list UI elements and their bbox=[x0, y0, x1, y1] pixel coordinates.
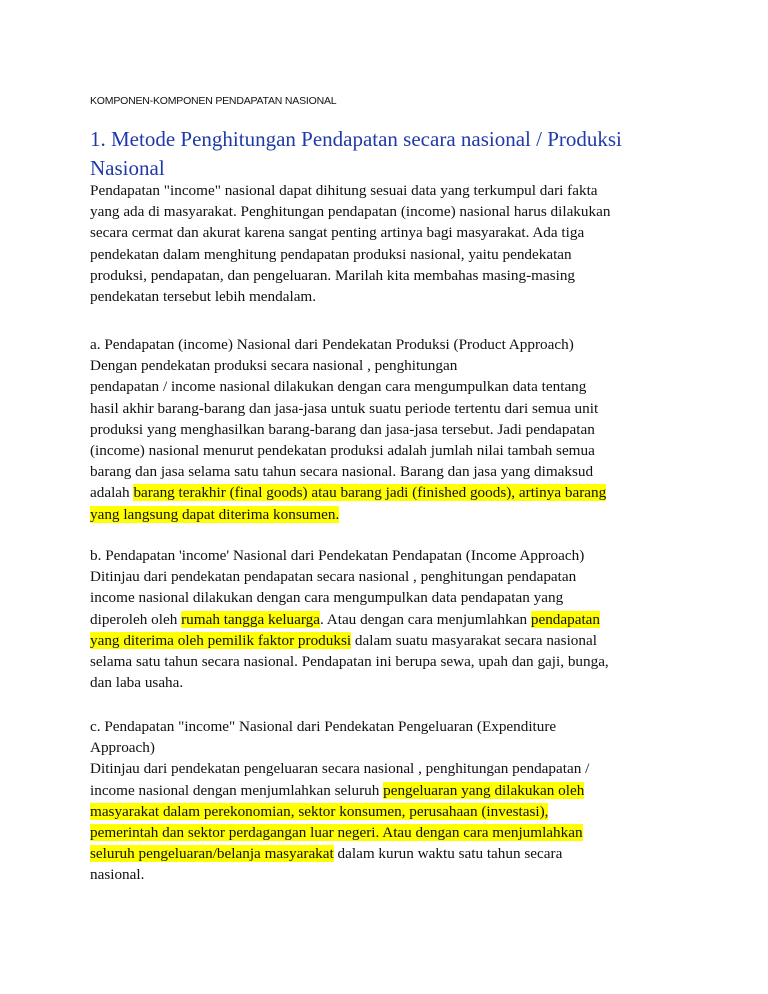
section-c-line: Approach) bbox=[90, 739, 155, 757]
document-header: KOMPONEN-KOMPONEN PENDAPATAN NASIONAL bbox=[90, 95, 337, 107]
plain-text: dalam suatu masyarakat secara nasional bbox=[351, 631, 597, 649]
section-a-line: produksi yang menghasilkan barang-barang dan jasa-jasa tersebut. Jadi pendapatan bbox=[90, 420, 595, 438]
highlighted-text: yang langsung dapat diterima konsumen. bbox=[90, 505, 340, 523]
section-a-line: Dengan pendekatan produksi secara nasional , penghitungan bbox=[90, 357, 458, 375]
intro-paragraph bbox=[90, 180, 680, 307]
plain-text: . Atau dengan cara menjumlahkan bbox=[320, 610, 531, 628]
highlighted-text: pemerintah dan sektor perdagangan luar negeri. Atau dengan cara menjumlahkan bbox=[90, 824, 583, 842]
intro-line: produksi, pendapatan, dan pengeluaran. Marilah kita membahas masing-masing bbox=[90, 266, 576, 284]
section-a-line bbox=[90, 482, 680, 503]
plain-text: income nasional dengan menjumlahkan seluruh bbox=[90, 781, 384, 799]
section-b-line bbox=[90, 630, 680, 651]
section-c-paragraph bbox=[90, 716, 680, 886]
highlighted-text: barang terakhir (final goods) atau barang jadi (finished goods), artinya barang bbox=[133, 484, 607, 502]
intro-line: pendekatan tersebut lebih mendalam. bbox=[90, 288, 317, 306]
section-a-line bbox=[90, 504, 680, 525]
section-a-line: hasil akhir barang-barang dan jasa-jasa untuk suatu periode tertentu dari semua unit bbox=[90, 399, 599, 417]
section-c-line bbox=[90, 780, 680, 801]
heading-line: 1. Metode Penghitungan Pendapatan secara nasional / Produksi bbox=[90, 127, 622, 151]
plain-text: adalah bbox=[90, 484, 134, 502]
section-c-line: c. Pendapatan "income" Nasional dari Pendekatan Pengeluaran (Expenditure bbox=[90, 718, 557, 735]
section-a-line: a. Pendapatan (income) Nasional dari Pendekatan Produksi (Product Approach) bbox=[90, 336, 574, 353]
section-b-line: dan laba usaha. bbox=[90, 674, 184, 692]
highlighted-text: seluruh pengeluaran/belanja masyarakat bbox=[90, 845, 334, 863]
highlighted-text: rumah tangga keluarga bbox=[181, 610, 320, 628]
section-b-paragraph bbox=[90, 545, 680, 693]
section-b-line: selama satu tahun secara nasional. Pendapatan ini berupa sewa, upah dan gaji, bunga, bbox=[90, 653, 609, 671]
section-a-line: (income) nasional menurut pendekatan produksi adalah jumlah nilai tambah semua bbox=[90, 442, 595, 460]
section-b-line: b. Pendapatan 'income' Nasional dari Pendekatan Pendapatan (Income Approach) bbox=[90, 547, 585, 564]
section-c-line bbox=[90, 822, 680, 843]
heading-line: Nasional bbox=[90, 156, 165, 180]
section-c-line: Ditinjau dari pendekatan pengeluaran secara nasional , penghitungan pendapatan / bbox=[90, 760, 590, 778]
highlighted-text: yang diterima oleh pemilik faktor produksi bbox=[90, 631, 352, 649]
intro-line: yang ada di masyarakat. Penghitungan pendapatan (income) nasional harus dilakukan bbox=[90, 203, 611, 221]
plain-text: diperoleh oleh bbox=[90, 610, 182, 628]
section-b-line: income nasional dilakukan dengan cara mengumpulkan data pendapatan yang bbox=[90, 589, 564, 607]
highlighted-text: masyarakat dalam perekonomian, sektor konsumen, perusahaan (investasi), bbox=[90, 802, 549, 820]
highlighted-text: pendapatan bbox=[530, 610, 601, 628]
section-c-line bbox=[90, 843, 680, 864]
section-a-line: pendapatan / income nasional dilakukan dengan cara mengumpulkan data tentang bbox=[90, 378, 587, 396]
section-heading bbox=[90, 125, 680, 183]
section-c-line bbox=[90, 801, 680, 822]
section-b-line bbox=[90, 609, 680, 630]
intro-line: secara cermat dan akurat karena sangat penting artinya bagi masyarakat. Ada tiga bbox=[90, 224, 585, 242]
section-c-line: nasional. bbox=[90, 866, 145, 884]
section-b-line: Ditinjau dari pendekatan pendapatan secara nasional , penghitungan pendapatan bbox=[90, 568, 577, 586]
highlighted-text: pengeluaran yang dilakukan oleh bbox=[383, 781, 585, 799]
plain-text: dalam kurun waktu satu tahun secara bbox=[333, 845, 563, 863]
intro-line: Pendapatan "income" nasional dapat dihitung sesuai data yang terkumpul dari fakta bbox=[90, 182, 598, 199]
section-a-paragraph bbox=[90, 334, 680, 525]
intro-line: pendekatan dalam menghitung pendapatan produksi nasional, yaitu pendekatan bbox=[90, 245, 572, 263]
section-a-line: barang dan jasa selama satu tahun secara nasional. Barang dan jasa yang dimaksud bbox=[90, 463, 594, 481]
